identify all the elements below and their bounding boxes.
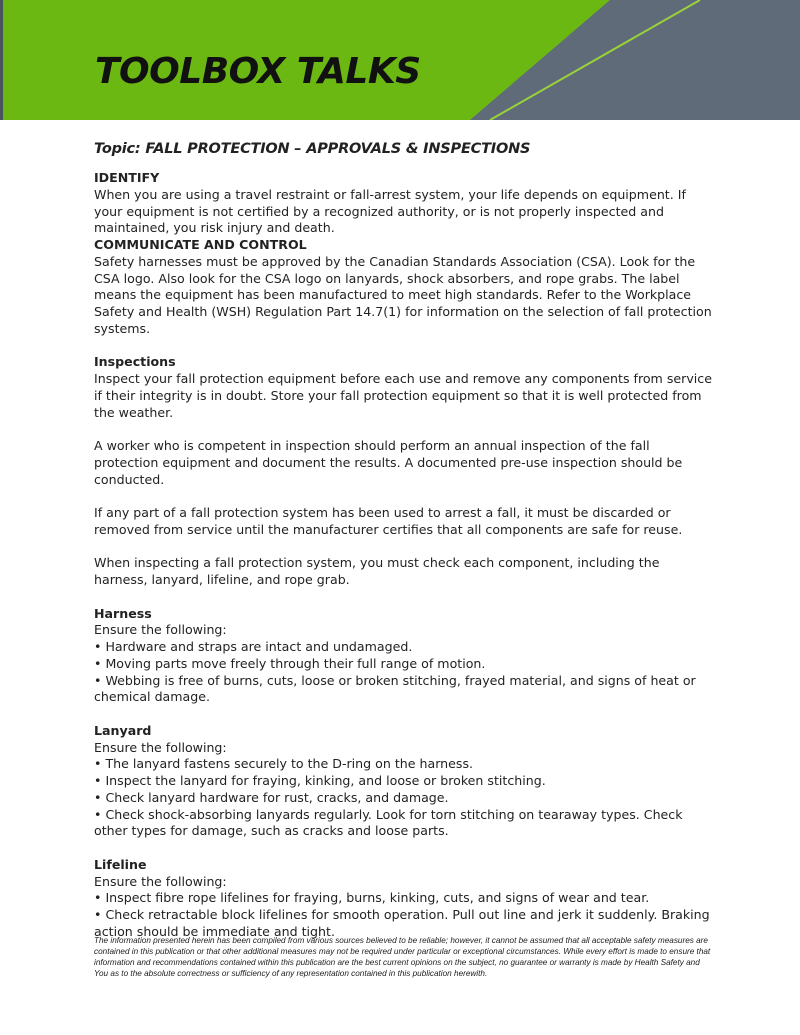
list-item: • Inspect fibre rope lifelines for fraying, burns, kinking, cuts, and signs of wear and tear.: [94, 890, 714, 907]
lanyard-heading: Lanyard: [94, 722, 152, 738]
lifeline-list: [94, 890, 714, 940]
document-body: [94, 138, 714, 941]
banner-left-edge: [0, 0, 3, 120]
lifeline-intro: Ensure the following:: [94, 873, 227, 889]
communicate-heading: COMMUNICATE AND CONTROL: [94, 237, 307, 252]
spacer: [94, 421, 714, 438]
spacer: [94, 338, 714, 355]
spacer: [94, 488, 714, 505]
header-banner: [0, 0, 800, 120]
list-item: • Check shock-absorbing lanyards regularly. Look for torn stitching on tearaway types. Check other types for damage, such as cracks and loose parts.: [94, 807, 714, 841]
spacer: [94, 840, 714, 857]
topic-title: Topic: FALL PROTECTION – APPROVALS & INSPECTIONS: [94, 141, 531, 157]
list-item: • Inspect the lanyard for fraying, kinking, and loose or broken stitching.: [94, 773, 714, 790]
inspections-heading: Inspections: [94, 354, 176, 370]
page-title: TOOLBOX TALKS: [95, 51, 421, 92]
inspections-paragraph: When inspecting a fall protection system, you must check each component, including the harness, lanyard, lifeline, and rope grab.: [94, 555, 660, 587]
harness-intro: Ensure the following:: [94, 622, 227, 638]
identify-heading: IDENTIFY: [94, 170, 160, 185]
lifeline-heading: Lifeline: [94, 856, 147, 872]
harness-list: [94, 639, 714, 706]
harness-heading: Harness: [94, 605, 152, 621]
list-item: • Hardware and straps are intact and undamaged.: [94, 639, 714, 656]
inspections-paragraph: Inspect your fall protection equipment before each use and remove any components from service if their integrity is in doubt. Store your fall protection equipment so that it is well protected from the weather.: [94, 371, 712, 420]
list-item: • Webbing is free of burns, cuts, loose or broken stitching, frayed material, and signs of heat or chemical damage.: [94, 673, 714, 707]
spacer: [94, 706, 714, 723]
inspections-paragraph: A worker who is competent in inspection should perform an annual inspection of the fall protection equipment and document the results. A documented pre-use inspection should be conducted.: [94, 438, 683, 487]
lanyard-intro: Ensure the following:: [94, 739, 227, 755]
identify-text: When you are using a travel restraint or fall-arrest system, your life depends on equipment. If your equipment is not certified by a recognized authority, or is not properly inspected and maintained, you risk injury and death.: [94, 186, 686, 236]
spacer: [94, 539, 714, 556]
list-item: • Moving parts move freely through their full range of motion.: [94, 656, 714, 673]
spacer: [94, 589, 714, 606]
list-item: • The lanyard fastens securely to the D-ring on the harness.: [94, 756, 714, 773]
disclaimer-text: The information presented herein has been compiled from various sources believed to be reliable; however, it cannot be assumed that all acceptable safety measures are contained in this publication or that other additional measures may not be required under particular or exceptional circumstances. While every effort is made to ensure that information and recommendations contained within this publication are the best current opinions on the subject, no guarantee or warranty is made by Health Safety and You as to the absolute correctness or sufficiency of any representation contained in this publication herewith.: [94, 936, 711, 978]
communicate-text: Safety harnesses must be approved by the Canadian Standards Association (CSA). Look for the CSA logo. Also look for the CSA logo on lanyards, shock absorbers, and rope grabs. The label means the equipment has been manufactured to meet high standards. Refer to the Workplace Safety and Health (WSH) Regulation Part 14.7(1) for information on the selection of fall protection systems.: [94, 253, 712, 336]
inspections-paragraph: If any part of a fall protection system has been used to arrest a fall, it must be discarded or removed from service until the manufacturer certifies that all components are safe for reuse.: [94, 505, 683, 537]
list-item: • Check retractable block lifelines for smooth operation. Pull out line and jerk it suddenly. Braking action should be immediate and tight.: [94, 907, 714, 941]
list-item: • Check lanyard hardware for rust, cracks, and damage.: [94, 790, 714, 807]
lanyard-list: [94, 756, 714, 840]
